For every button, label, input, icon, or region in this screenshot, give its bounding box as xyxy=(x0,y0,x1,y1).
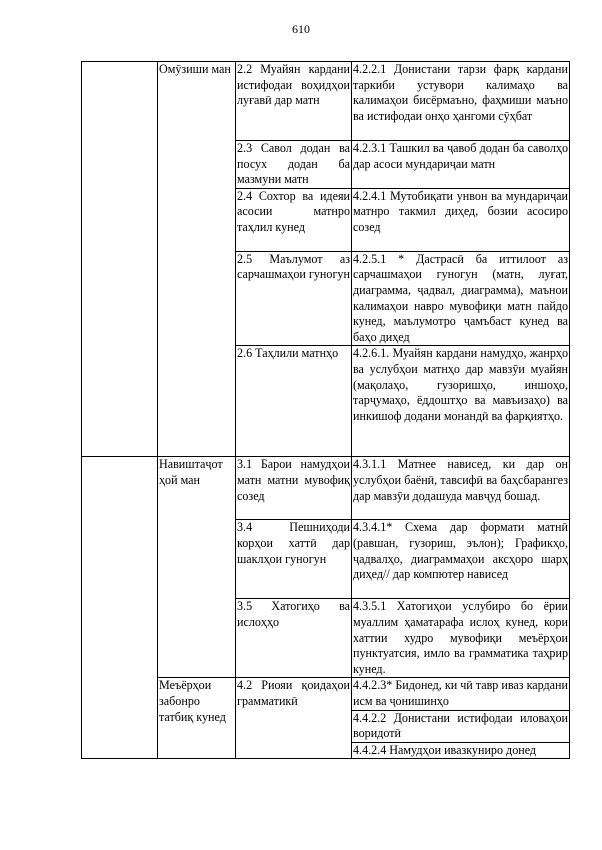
subskill-cell: 2.3 Савол додан ва посух додан ба мазмуни матн xyxy=(236,141,352,189)
subskill-cell: 3.4 Пешниҳоди корҳои хаттӣ дар шаклҳои гуногун xyxy=(236,520,352,599)
outcome-cell: 4.2.4.1 Мутобиқати унвон ва мундариҷаи матнро такмил диҳед, бозии асосиро созед xyxy=(352,188,570,251)
page-number: 610 xyxy=(292,22,310,36)
outcome-cell: 4.4.2.4 Намудҳои ивазкуниро донед xyxy=(352,742,570,759)
outcome-cell: 4.3.5.1 Хатогиҳои услубиро бо ёрии муаллим ҳаматарафа ислоҳ кунед, кори хаттии худро мувофиқи меъёрҳои пунктуатсия, имло ва грамматика таҳрир кунед. xyxy=(352,599,570,678)
outcome-cell: 4.2.5.1 * Дастрасӣ ба иттилоот аз сарчашмаҳои гуногун (матн, луғат, диаграмма, ҷадвал, диаграмма), маънои калимаҳои навро мувофиқи матн пайдо кунед, маълумотро ҷамъбаст кунед ва баҳо диҳед xyxy=(352,251,570,346)
subskill-cell: 2.4 Сохтор ва идеяи асосии матнро таҳлил кунед xyxy=(236,188,352,251)
outcome-cell: 4.4.2.2 Донистани истифодаи иловаҳои воридотӣ xyxy=(352,710,570,742)
skill-cell: Омӯзиши ман xyxy=(158,62,236,457)
outcome-cell: 4.4.2.3* Бидонед, ки чӣ тавр иваз кардани исм ва ҷонишинҳо xyxy=(352,678,570,710)
subskill-cell: 2.6 Таҳлили матнҳо xyxy=(236,346,352,457)
area-cell xyxy=(82,457,158,759)
area-cell xyxy=(82,62,158,457)
outcome-cell: 4.2.3.1 Ташкил ва ҷавоб додан ба саволҳо дар асоси мундариҷаи матн xyxy=(352,141,570,189)
skill-cell: Навиштаҷот ҳой ман xyxy=(158,457,236,678)
outcome-cell: 4.3.1.1 Матнее нависед, ки дар он услубҳои баёнӣ, тавсифӣ ва баҳсбарангез дар мавзӯи додашуда мавҷуд бошад. xyxy=(352,457,570,520)
subskill-cell: 2.2 Муайян кардани истифодаи воҳидҳои луғавӣ дар матн xyxy=(236,62,352,141)
subskill-cell: 3.1 Барои намудҳои матн матни мувофиқ созед xyxy=(236,457,352,520)
skill-cell: Меъёрҳои забонро татбиқ кунед xyxy=(158,678,236,759)
outcome-cell: 4.2.6.1. Муайян кардани намудҳо, жанрҳо ва услубҳои матнҳо дар мавзӯи муайян (мақолаҳо, гузоришҳо, иншоҳо, тарҷумаҳо, ёддоштҳо ва мавъизаҳо) ва инкишоф додани монандӣ ва фарқиятҳо. xyxy=(352,346,570,457)
table-row xyxy=(82,457,570,520)
table-row xyxy=(82,62,570,141)
outcome-cell: 4.2.2.1 Донистани тарзи фарқ кардани таркиби устувори калимаҳо ва калимаҳои бисёрмаъно, фаҳмиши маъно ва истифодаи онҳо ҳангоми сӯҳбат xyxy=(352,62,570,141)
outcome-cell: 4.3.4.1* Схема дар формати матнӣ (равшан, гузориш, эълон); Графикҳо, ҷадвалҳо, диаграммаҳои аксҳоро шарҳ диҳед// дар компютер нависед xyxy=(352,520,570,599)
subskill-cell: 4.2 Риояи қоидаҳои грамматикӣ xyxy=(236,678,352,759)
curriculum-table xyxy=(81,61,570,759)
subskill-cell: 3.5 Хатогиҳо ва ислоҳҳо xyxy=(236,599,352,678)
subskill-cell: 2.5 Маълумот аз сарчашмаҳои гуногун xyxy=(236,251,352,346)
